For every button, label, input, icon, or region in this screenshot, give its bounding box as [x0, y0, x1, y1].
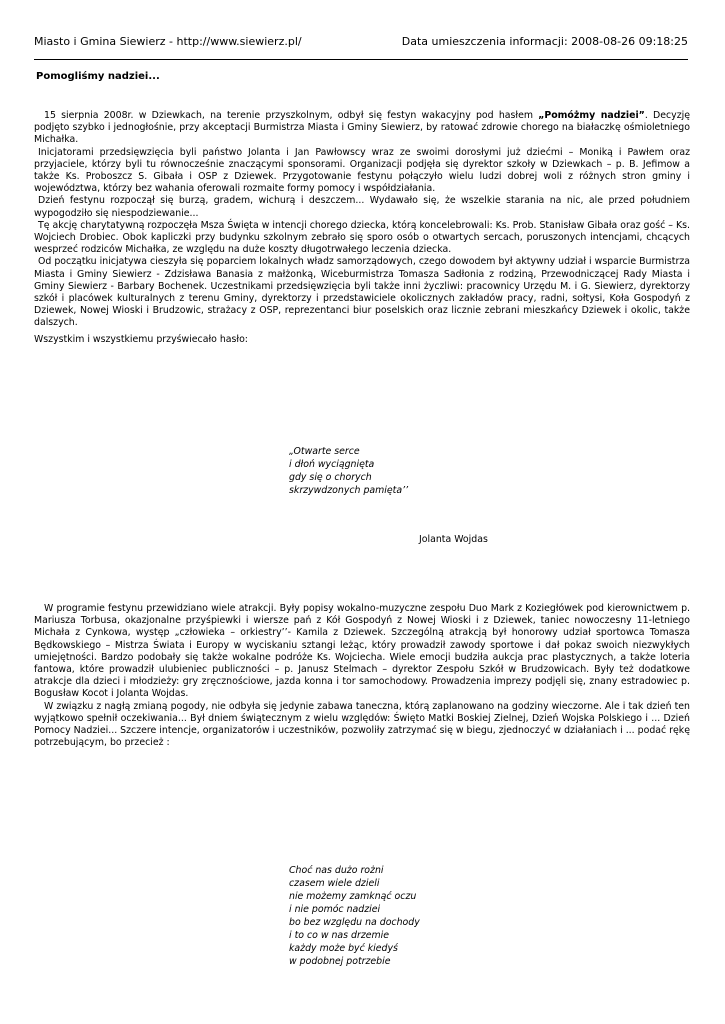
- paragraph: Dzień festynu rozpoczął się burzą, gradem, wichurą i deszczem... Wydawało się, że wszelkie starania na nic, ale przed południem wypogodziło się niespodziewanie...: [34, 195, 690, 219]
- paragraph: Od początku inicjatywa cieszyła się poparciem lokalnych władz samorządowych, czego dowodem był aktywny udział i wsparcie Burmistrza Miasta i Gminy Siewierz - Zdzisława Banasia z małżonką, Wiceburmistrza Tomasza Sadłonia z rodziną, Przewodniczącej Rady Miasta i Gminy Siewierz - Barbary Bochenek. Uczestnikami przedsięwzięcia byli także inni życzliwi: pracownicy Urzędu M. i G. Siewierz, dyrektorzy szkół i placówek kulturalnych z terenu Gminy, dyrektorzy i przedstawiciele okolicznych zakładów pracy, radni, sołtysi, Koła Gospodyń z Dziewek, Nowej Wioski i Brudzowic, strażacy z OSP, reprezentanci biur poselskich oraz licznie zebrani mieszkańcy Dziewek i okolic, także dalszych.: [34, 256, 690, 329]
- poem-line: i dłoń wyciągnięta: [289, 459, 375, 470]
- poem-line: gdy się o chorych: [289, 472, 372, 483]
- poem-line: każdy może być kiedyś: [289, 943, 398, 954]
- article-body-part-2: [34, 603, 690, 749]
- poem-line: bo bez względu na dochody: [289, 917, 420, 928]
- motto-intro: Wszystkim i wszystkiemu przyświecało hasło:: [34, 334, 248, 345]
- site-source: Miasto i Gmina Siewierz - http://www.siewierz.pl/: [34, 35, 302, 48]
- motto-poem: [289, 445, 408, 497]
- poem-line: i nie pomóc nadziei: [289, 904, 381, 915]
- page-header: [34, 35, 688, 57]
- poem-line: nie możemy zamknąć oczu: [289, 891, 417, 902]
- paragraph: W związku z nagłą zmianą pogody, nie odbyła się jedynie zabawa taneczna, którą zaplanowano na godziny wieczorne. Ale i tak dzień ten wyjątkowo spełnił oczekiwania... Był dniem świątecznym z wielu względów: Święto Matki Boskiej Zielnej, Dzień Wojska Polskiego i ... Dzień Pomocy Nadziei... Szczere intencje, organizatorów i uczestników, pozwoliły zatrzymać się w biegu, zjednoczyć w działaniach i ... podać rękę potrzebującym, bo przecież :: [34, 700, 690, 749]
- article-body-part-1: [34, 110, 690, 330]
- publication-date: Data umieszczenia informacji: 2008-08-26 09:18:25: [401, 35, 688, 48]
- intro-text-before: 15 sierpnia 2008r. w Dziewkach, na terenie przyszkolnym, odbył się festyn wakacyjny pod hasłem: [44, 110, 539, 121]
- paragraph: W programie festynu przewidziano wiele atrakcji. Były popisy wokalno-muzyczne zespołu Duo Mark z Koziegłówek pod kierownictwem p. Mariusza Torbusa, okazjonalne przyśpiewki i wiersze pań z Kół Gospodyń z Nowej Wioski i z Dziewek, taniec nowoczesny 11-letniego Michała z Cynkowa, występ „człowieka – orkiestry’’- Kamila z Dziewek. Szczególną atrakcją był honorowy udział sportowca Tomasza Będkowskiego – Mistrza Świata i Europy w wyciskaniu sztangi leżąc, który prowadził zawody sportowe i dał pokaz swoich niezwykłych umiejętności. Bardzo podobały się także wokalne podróże Ks. Wojciecha. Wiele emocji budziła aukcja prac plastycznych, a także loteria fantowa, które prowadził ulubieniec publiczności – p. Janusz Stelmach – dyrektor Zespołu Szkół w Brudzowicach. Były też dodatkowe atrakcje dla dzieci i młodzieży: gry zręcznościowe, jazda konna i tor samochodowy. Prowadzenia imprezy podjęli się, znany estradowiec p. Bogusław Kocot i Jolanta Wojdas.: [34, 603, 690, 700]
- paragraph: Inicjatorami przedsięwzięcia byli państwo Jolanta i Jan Pawłowscy wraz ze swoimi dorosłymi już dziećmi – Moniką i Pawłem oraz przyjaciele, którzy byli tu równocześnie znaczącymi sponsorami. Organizacji podjęła się dyrektor szkoły w Dziewkach – p. B. Jefimow a także Ks. Proboszcz S. Gibała i OSP z Dziewek. Przygotowanie festynu połączyło wielu ludzi dobrej woli z różnych stron gminy i województwa, którzy bez wahania oferowali rozmaite formy pomocy i współdziałania.: [34, 146, 690, 195]
- article-title: Pomogliśmy nadziei...: [36, 71, 160, 82]
- closing-poem: [289, 864, 420, 968]
- intro-text-after: . Decyzję podjęto szybko i jednogłośnie, przy akceptacji Burmistrza Miasta i Gminy Siewierz, by ratować zdrowie chorego na białaczkę ośmioletniego Michałka.: [34, 110, 691, 146]
- poem-author: Jolanta Wojdas: [419, 534, 488, 545]
- poem-line: i to co w nas drzemie: [289, 930, 390, 941]
- poem-line: „Otwarte serce: [289, 446, 360, 457]
- poem-line: Choć nas dużo rożni: [289, 865, 384, 876]
- festival-slogan: „Pomóżmy nadziei”: [538, 110, 645, 121]
- paragraph: Tę akcję charytatywną rozpoczęła Msza Święta w intencji chorego dziecka, którą koncelebrowali: Ks. Prob. Stanisław Gibała oraz gość – Ks. Wojciech Drobiec. Obok kapliczki przy budynku szkolnym zebrało się sporo osób o otwartych sercach, poruszonych intencjami, chcących wesprzeć rodziców Michałka, ze względu na duże koszty długotrwałego leczenia dziecka.: [34, 219, 690, 256]
- poem-line: czasem wiele dzieli: [289, 878, 380, 889]
- poem-line: skrzywdzonych pamięta’’: [289, 485, 409, 496]
- intro-paragraph: [34, 110, 690, 147]
- poem-line: w podobnej potrzebie: [289, 956, 391, 967]
- header-divider: [34, 59, 688, 60]
